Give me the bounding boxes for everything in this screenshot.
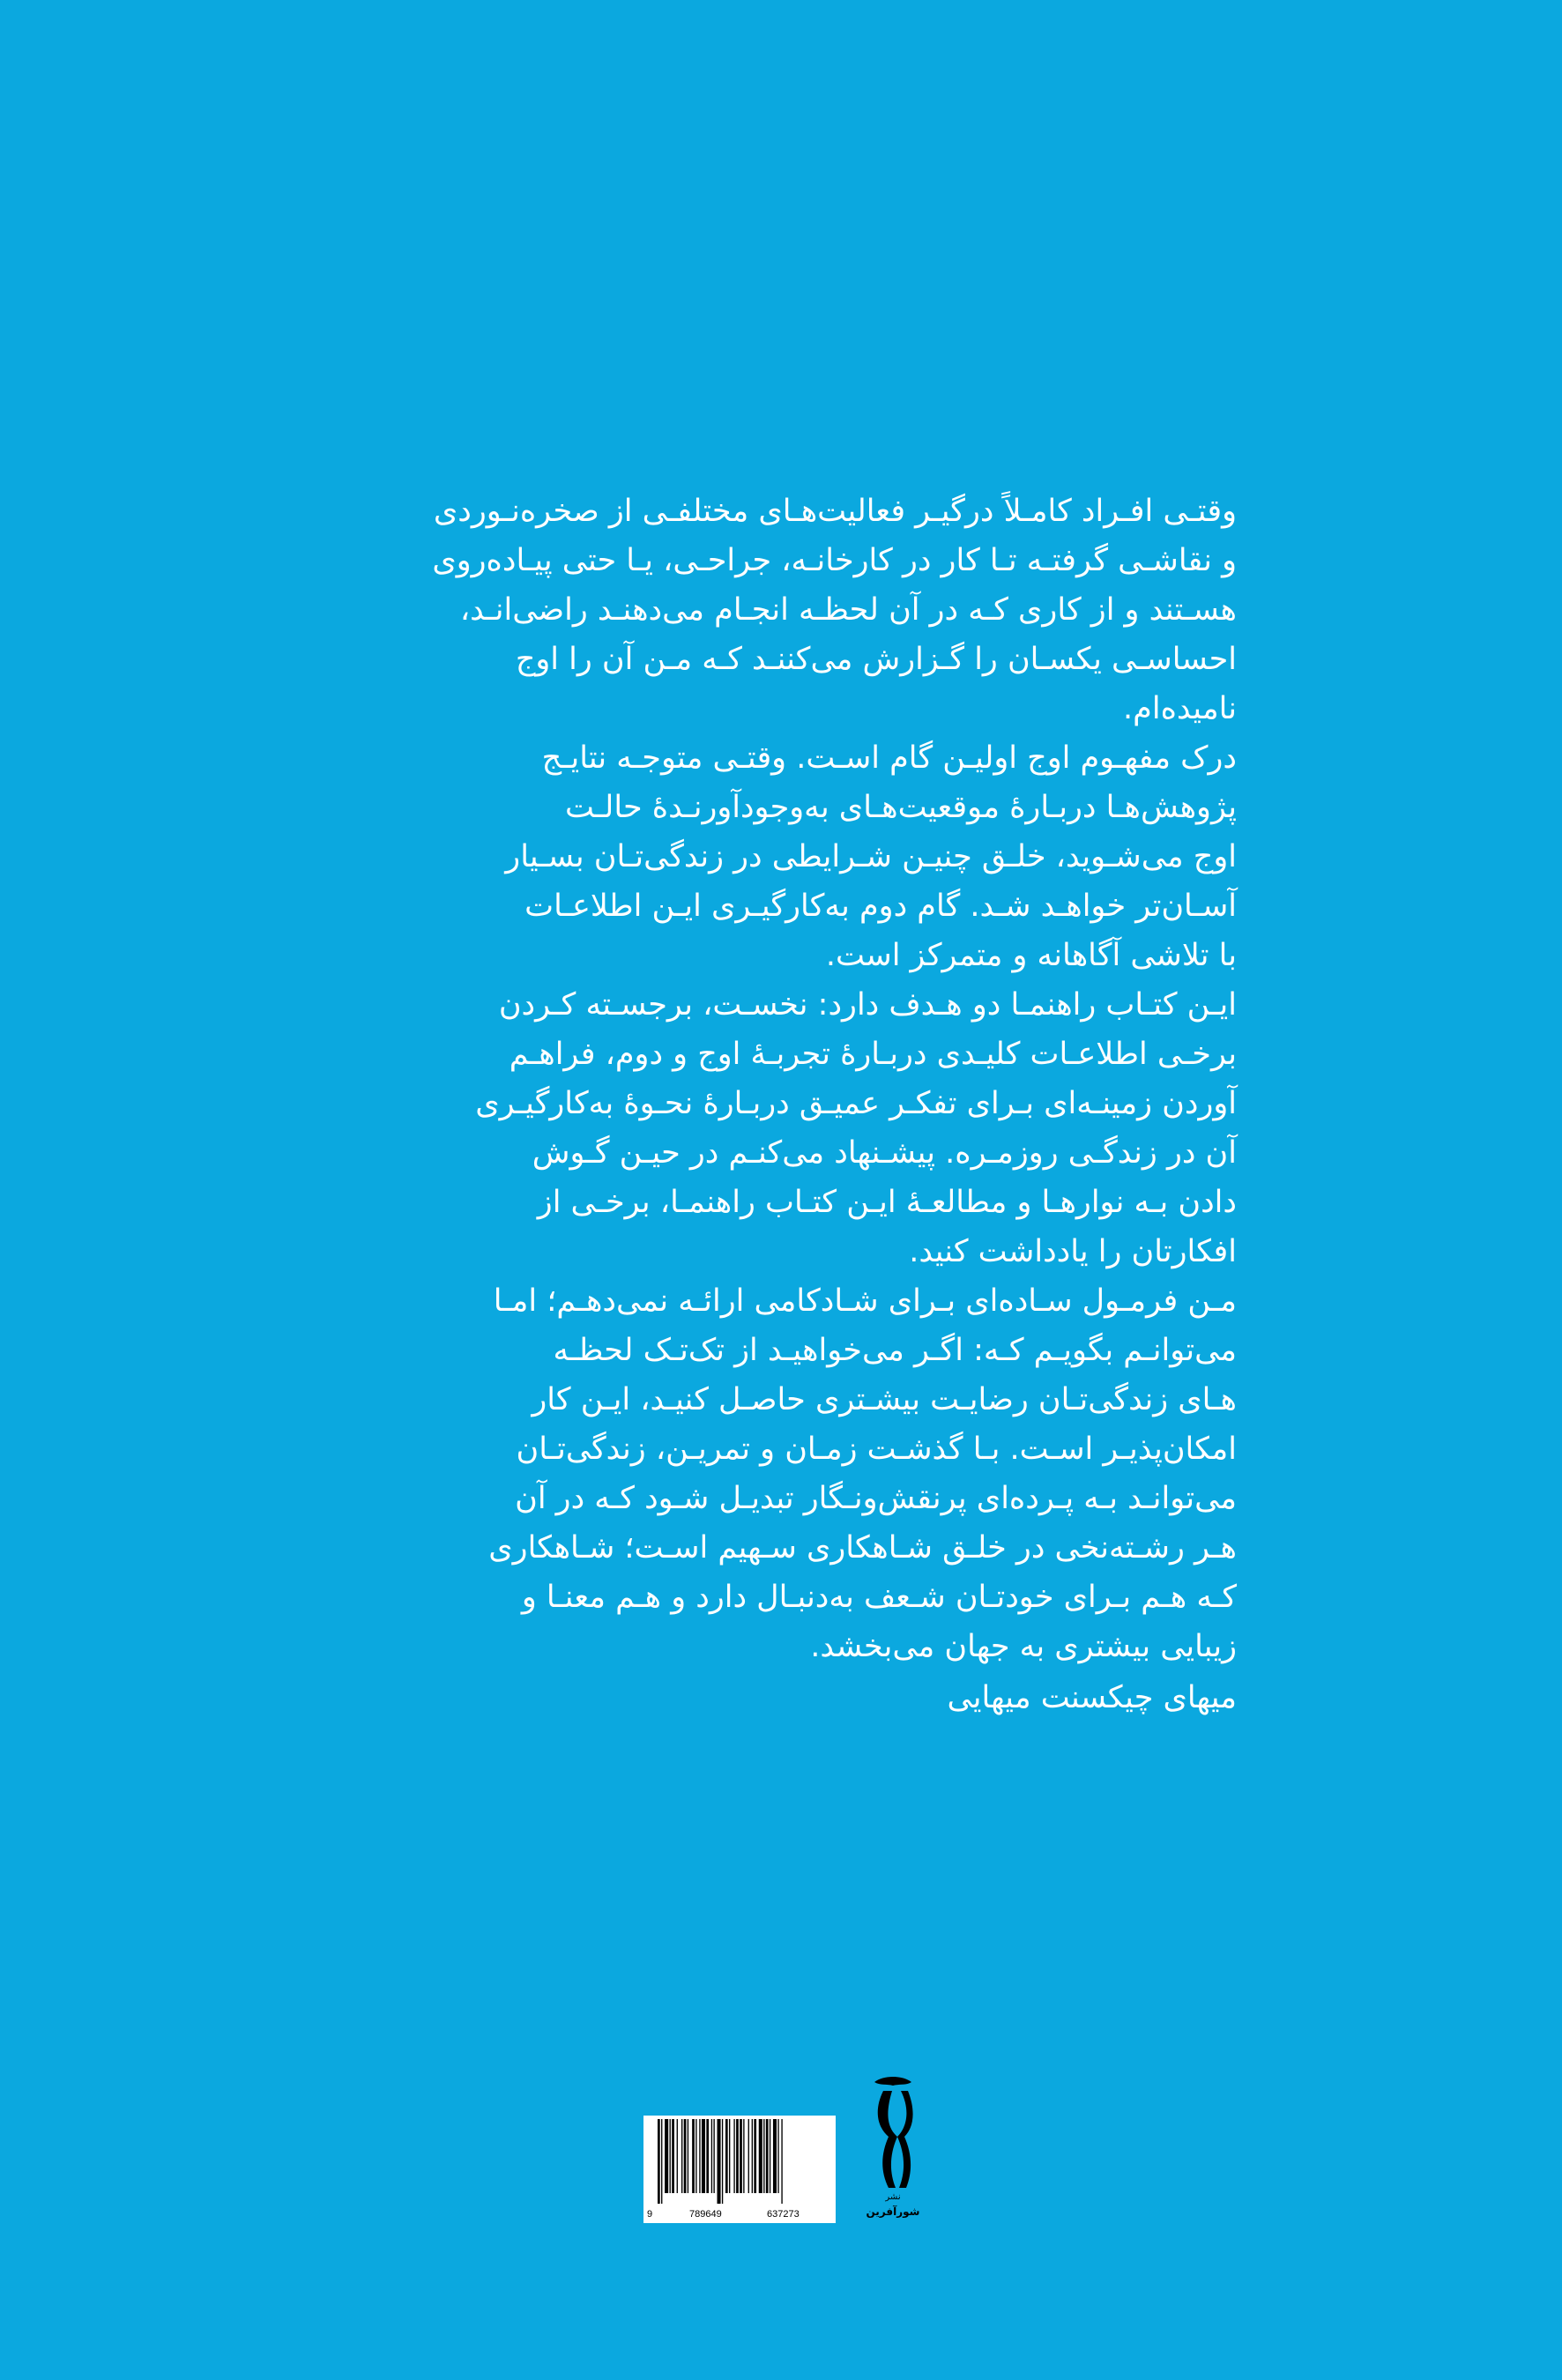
text-line: مـن فرمـول سـاده‌ای بـرای شـادکامی ارائـه نمی‌دهـم؛ امـا <box>493 1283 1237 1319</box>
text-line: با تلاشی آگاهانه و متمرکز است. <box>825 938 1237 973</box>
text-line: امکان‌پذیـر اسـت. بـا گذشـت زمـان و تمریـن، زندگی‌تـان <box>516 1432 1237 1467</box>
text-line: افکارتان را یادداشت کنید. <box>909 1234 1237 1269</box>
text-line: نامیده‌ام. <box>1123 691 1237 726</box>
text-line: می‌توانـد بـه پـرده‌ای پرنقش‌ونـگار تبدیـل شـود کـه در آن <box>515 1481 1237 1516</box>
paragraph-2 <box>401 733 1237 980</box>
text-line: ایـن کتـاب راهنمـا دو هـدف دارد: نخسـت، برجسـته کـردن <box>498 987 1237 1023</box>
text-line: وقتـی افـراد کامـلاً درگیـر فعالیت‌هـای مختلفـی از صخره‌نـوردی <box>433 494 1237 529</box>
text-line: پژوهش‌هـا دربـارۀ موقعیت‌هـای به‌وجودآورنـدۀ حالـت <box>565 790 1237 825</box>
text-line: می‌توانـم بگویـم کـه: اگـر می‌خواهیـد از تک‌تـک لحظـه <box>553 1333 1237 1368</box>
barcode-bars <box>658 2119 822 2204</box>
barcode-digit-group-2: 789649 <box>689 2209 722 2220</box>
text-line: اوج می‌شـوید، خلـق چنیـن شـرایطی در زندگی‌تـان بسـیار <box>505 839 1237 874</box>
author-name: میهای چیکسنت میهایی <box>947 1680 1237 1715</box>
text-line: آوردن زمینـه‌ای بـرای تفکـر عمیـق دربـارۀ نحـوۀ به‌کارگیـری <box>475 1086 1237 1121</box>
paragraph-3 <box>401 980 1237 1276</box>
text-line: و نقاشـی گرفتـه تـا کار در کارخانـه، جراحـی، یـا حتی پیـاده‌روی <box>432 543 1237 578</box>
paragraph-1 <box>401 487 1237 733</box>
text-line: هـای زندگی‌تـان رضایـت بیشـتری حاصـل کنیـد، ایـن کار <box>532 1382 1237 1417</box>
publisher-name: شورآفرین <box>866 2205 920 2218</box>
text-line: دادن بـه نوارهـا و مطالعـۀ ایـن کتـاب راهنمـا، برخـی از <box>537 1185 1237 1220</box>
isbn-barcode <box>643 2116 836 2223</box>
text-line: زیبایی بیشتری به جهان می‌بخشد. <box>810 1629 1237 1664</box>
back-cover-text <box>401 487 1237 1722</box>
text-line: هسـتند و از کاری کـه در آن لحظـه انجـام می‌دهنـد راضی‌انـد، <box>459 592 1237 628</box>
text-line: کـه هـم بـرای خودتـان شـعف به‌دنبـال دارد و هـم معنـا و <box>521 1580 1237 1615</box>
text-line: هـر رشـته‌نخی در خلـق شـاهکاری سـهیم اسـت؛ شـاهکاری <box>488 1530 1237 1566</box>
paragraph-4 <box>401 1276 1237 1671</box>
barcode-digit-group-3: 637273 <box>767 2209 800 2220</box>
publisher-label: نشر <box>885 2192 901 2202</box>
text-line: برخـی اطلاعـات کلیـدی دربـارۀ تجربـۀ اوج و دوم، فراهـم <box>509 1037 1237 1072</box>
publisher-logo <box>862 2073 924 2223</box>
text-line: احساسـی یکسـان را گـزارش می‌کننـد کـه مـن آن را اوج <box>515 642 1237 677</box>
text-line: آسـان‌تر خواهـد شـد. گام دوم به‌کارگیـری ایـن اطلاعـات <box>524 889 1237 924</box>
barcode-digit-group-1: 9 <box>647 2209 653 2220</box>
text-line: درک مفهـوم اوج اولیـن گام اسـت. وقتـی متوجـه نتایـج <box>541 740 1237 776</box>
publisher-logo-mark <box>862 2073 924 2192</box>
barcode-digits <box>643 2205 836 2220</box>
text-line: آن در زندگـی روزمـره. پیشـنهاد می‌کنـم در حیـن گـوش <box>532 1135 1237 1171</box>
